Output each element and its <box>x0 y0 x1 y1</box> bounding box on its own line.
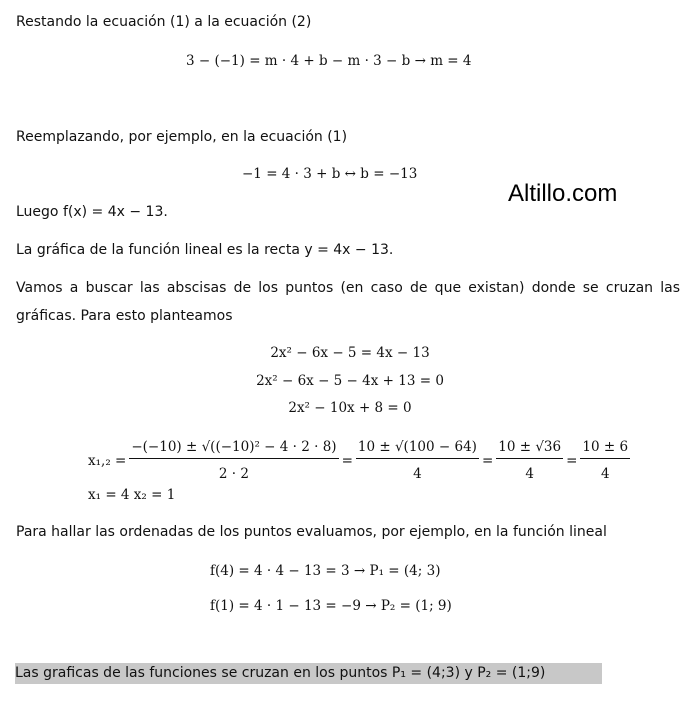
denominator: 2 · 2 <box>218 466 249 482</box>
equation-replace: −1 = 4 · 3 + b ↔ b = −13 <box>242 166 418 182</box>
equals: = <box>566 452 578 469</box>
system-line-3: 2x² − 10x + 8 = 0 <box>288 400 412 416</box>
denominator: 4 <box>525 466 534 482</box>
replace-text: Reemplazando, por ejemplo, en la ecuación (1) <box>16 129 348 145</box>
fraction-4 <box>580 438 630 483</box>
numerator: 10 ± √(100 − 64) <box>356 438 479 459</box>
vamos-paragraph: Vamos a buscar las abscisas de los puntos (en caso de que existan) donde se cruzan las gráficas. Para esto planteamos <box>16 280 680 324</box>
quadratic-lhs: x₁,₂ = <box>88 452 127 469</box>
numerator: 10 ± √36 <box>496 438 563 459</box>
numerator: −(−10) ± √((−10)² − 4 · 2 · 8) <box>129 438 338 459</box>
equals: = <box>481 452 494 469</box>
fraction-1 <box>129 438 338 483</box>
numerator: 10 ± 6 <box>580 438 630 459</box>
equals: = <box>341 452 353 469</box>
system-line-2: 2x² − 6x − 5 − 4x + 13 = 0 <box>256 373 444 389</box>
evaluation-1: f(4) = 4 · 4 − 13 = 3 → P₁ = (4; 3) <box>210 563 441 579</box>
intro-text: Restando la ecuación (1) a la ecuación (2) <box>16 14 312 30</box>
fraction-2 <box>356 438 479 483</box>
denominator: 4 <box>600 466 610 482</box>
roots: x₁ = 4 x₂ = 1 <box>88 487 176 503</box>
conclusion-highlight: Las graficas de las funciones se cruzan en los puntos P₁ = (4;3) y P₂ = (1;9) <box>15 663 602 684</box>
ordenadas-text: Para hallar las ordenadas de los puntos evaluamos, por ejemplo, en la función lineal <box>16 524 607 540</box>
fraction-3 <box>496 438 563 483</box>
system-line-1: 2x² − 6x − 5 = 4x − 13 <box>270 345 430 361</box>
denominator: 4 <box>413 466 422 482</box>
grafica-text: La gráfica de la función lineal es la recta y = 4x − 13. <box>16 242 394 258</box>
equation-subtract: 3 − (−1) = m · 4 + b − m · 3 − b → m = 4 <box>186 53 472 69</box>
evaluation-2: f(1) = 4 · 1 − 13 = −9 → P₂ = (1; 9) <box>210 598 452 614</box>
quadratic-formula <box>88 438 633 483</box>
altillo-logo: Altillo.com <box>508 180 618 207</box>
luego-text: Luego f(x) = 4x − 13. <box>16 204 168 220</box>
